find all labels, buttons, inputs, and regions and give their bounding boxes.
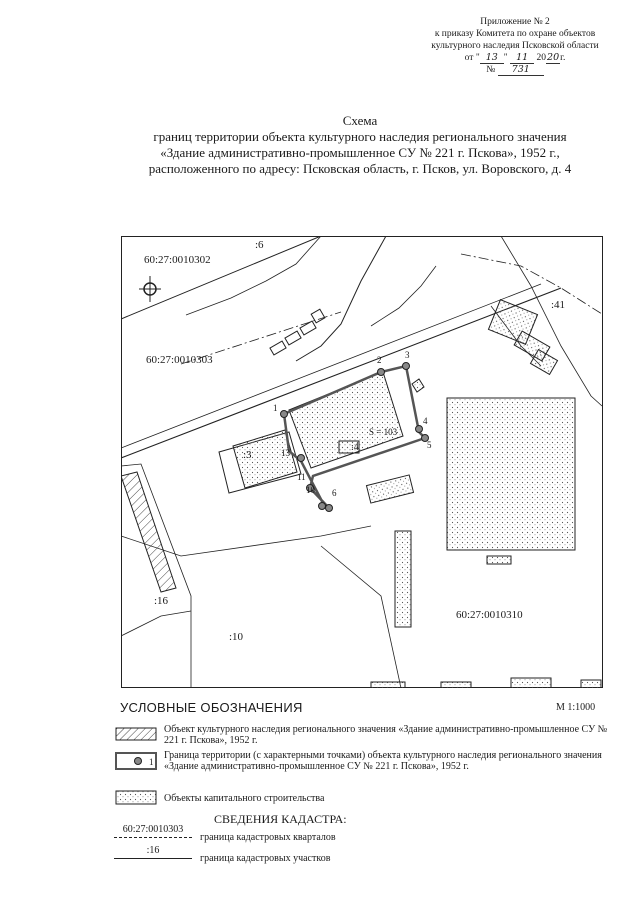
parcel-label-10: :10 [229, 631, 244, 643]
date-year-prefix: 20 [536, 53, 547, 63]
map-svg [121, 236, 603, 688]
legend-item-boundary-text: Граница территории (с характерными точками) объекта культурного наследия регионального значения «Здание административно-промышленное СУ № 221 г. Пскова», 1952 г. [164, 750, 602, 772]
parcel-16-strip [121, 472, 176, 592]
point-label-2: 2 [377, 355, 382, 365]
point-label-11: 11 [297, 472, 306, 482]
road-line [296, 236, 386, 361]
boundary-point-2 [378, 369, 385, 376]
cadastral-map [121, 236, 603, 688]
capital-building [441, 682, 471, 688]
parcel-boundary-line [121, 611, 191, 636]
capital-building [487, 556, 511, 564]
date-year-suffix: 20 [547, 52, 560, 63]
boundary-point-1 [281, 411, 288, 418]
area-label: S = 103 [369, 427, 398, 437]
boundary-point-10 [319, 503, 326, 510]
boundary-point-6 [326, 505, 333, 512]
parcel-boundary-line-sample [114, 858, 192, 859]
title-line-1: Схема [342, 113, 378, 128]
title-line-2: границ территории объекта культурного наследия регионального значения [153, 129, 567, 144]
quarter-boundary-line [461, 254, 602, 314]
large-capital-building [447, 398, 575, 550]
legend-point-label: 1 [149, 757, 154, 767]
legend-item-capital-construction [114, 788, 614, 806]
header-date [400, 52, 630, 64]
number-value: 731 [498, 64, 544, 76]
point-label-5: 5 [427, 440, 432, 450]
header-line-1: Приложение № 2 [480, 17, 550, 27]
cadastre-parcel-text: граница кадастровых участков [200, 853, 331, 864]
quarter-label-310: 60:27:0010310 [456, 609, 523, 621]
point-label-6: 6 [332, 488, 337, 498]
scheme-title [100, 113, 620, 177]
quarter-label-303: 60:27:0010303 [146, 354, 213, 366]
parcel-label-4: :4 [351, 442, 359, 453]
header-number [400, 64, 630, 76]
parcel-label-16: :16 [154, 595, 169, 607]
parcel-label-3: :3 [243, 449, 252, 461]
point-label-1: 1 [273, 403, 278, 413]
road-line [121, 236, 321, 319]
capital-building [412, 379, 424, 392]
capital-building [581, 680, 601, 688]
cadastre-title: СВЕДЕНИЯ КАДАСТРА: [214, 812, 347, 826]
point-label-4: 4 [423, 416, 428, 426]
order-header [400, 16, 630, 76]
capital-construction-swatch [114, 788, 158, 806]
boundary-point-3 [403, 363, 410, 370]
road-line [186, 236, 321, 315]
title-line-3: «Здание административно-промышленное СУ № 221 г. Пскова», 1952 г., [160, 145, 560, 160]
road-line [371, 266, 436, 326]
date-end: г. [560, 53, 566, 63]
capital-building [371, 682, 405, 688]
date-mid: " [503, 53, 508, 63]
legend-item-capital-text: Объекты капитального строительства [164, 793, 325, 804]
header-line-3: культурного наследия Псковской области [431, 41, 599, 51]
capital-building [395, 531, 411, 627]
cadastre-quarter-text: граница кадастровых кварталов [200, 832, 336, 843]
parcel-label-6: :6 [255, 239, 264, 251]
date-prefix: от " [464, 53, 480, 63]
parcel-boundary-line [321, 546, 401, 688]
point-label-10: 10 [306, 485, 315, 495]
capital-building [366, 475, 413, 503]
quarter-label-302: 60:27:0010302 [144, 254, 211, 266]
boundary-point-4 [416, 426, 423, 433]
date-day: 13 [480, 52, 504, 64]
cadastre-quarter-row [114, 824, 414, 846]
cadastre-parcel-row [114, 845, 414, 867]
cadastre-quarter-code: 60:27:0010303 [122, 824, 184, 835]
cadastre-parcel-code: :16 [146, 845, 160, 856]
legend-item-territory-boundary [114, 750, 614, 786]
heritage-object-swatch [114, 724, 158, 742]
quarter-boundary-line-sample [114, 837, 192, 838]
parcel-label-41: :41 [551, 299, 566, 311]
date-month: 11 [510, 52, 534, 64]
legend-title: УСЛОВНЫЕ ОБОЗНАЧЕНИЯ [120, 700, 303, 715]
number-prefix: № [486, 65, 496, 75]
map-scale: М 1:1000 [556, 702, 596, 713]
north-arrow-icon [139, 276, 161, 302]
point-label-3: 3 [405, 350, 410, 360]
boundary-point-13 [298, 455, 305, 462]
legend-item-heritage-object [114, 724, 614, 748]
legend-item-heritage-text: Объект культурного наследия регионального значения «Здание административно-промышленное СУ № 221 г. Пскова», 1952 г. [164, 724, 608, 746]
header-line-2: к приказу Комитета по охране объектов [434, 29, 596, 39]
title-line-4: расположенного по адресу: Псковская область, г. Псков, ул. Воровского, д. 4 [148, 161, 572, 176]
point-label-13: 13 [281, 448, 290, 458]
territory-boundary-swatch [114, 750, 162, 772]
capital-building [511, 678, 551, 688]
